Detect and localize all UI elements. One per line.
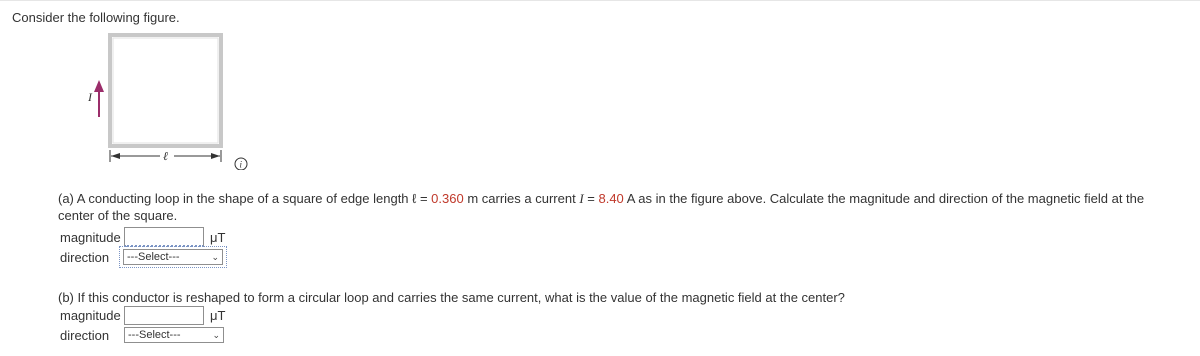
dim-arrow-right (211, 153, 220, 159)
part-a-direction-row (60, 248, 227, 266)
loop-outer (110, 35, 221, 146)
part-a-text-2: m carries a current (463, 191, 580, 206)
part-b-direction-wrap (124, 327, 224, 343)
direction-selected-value: ---Select--- (127, 251, 180, 263)
chevron-down-icon: ⌄ (212, 329, 220, 340)
part-b-magnitude-input[interactable] (124, 306, 204, 325)
part-b-direction-select[interactable] (124, 327, 224, 343)
current-label: I (88, 90, 92, 104)
direction-label: direction (60, 249, 110, 265)
part-a-magnitude-input[interactable] (124, 227, 204, 247)
part-a-text-1: (a) A conducting loop in the shape of a square of edge length ℓ = (58, 191, 432, 206)
part-a-magnitude-row (60, 228, 225, 246)
dim-arrow-left (111, 153, 120, 159)
chevron-down-icon: ⌄ (211, 251, 219, 262)
loop-inner (113, 38, 218, 143)
part-b-direction-row (60, 326, 224, 344)
part-b-question: (b) If this conductor is reshaped to form a circular loop and carries the same current, what is the value of the magnetic field at the center? (58, 290, 845, 305)
length-value: 0.360 (431, 191, 464, 206)
magnitude-label: magnitude (60, 229, 121, 245)
info-circle-icon[interactable] (235, 158, 247, 170)
part-a-text-3: = (583, 191, 599, 206)
svg-text:i: i (239, 159, 243, 170)
intro-text: Consider the following figure. (12, 10, 180, 25)
part-a-text-4: A as in the figure above. Calculate the magnitude and direction of the magnetic field at the (623, 191, 1145, 206)
current-symbol: I (579, 191, 584, 206)
figure-svg (80, 30, 270, 170)
top-divider (0, 0, 1200, 1)
magnitude-label: magnitude (60, 307, 121, 323)
direction-label: direction (60, 327, 110, 343)
square-loop-figure (80, 30, 270, 170)
unit-label: μT (210, 307, 226, 323)
current-arrow-head (94, 80, 104, 92)
part-a-question-line1 (58, 190, 1144, 208)
part-a-direction-select[interactable] (123, 249, 223, 265)
part-a-direction-wrap (119, 246, 227, 268)
part-b-magnitude-row (60, 306, 225, 324)
current-value: 8.40 (598, 191, 624, 206)
direction-selected-value: ---Select--- (128, 329, 181, 341)
length-label: ℓ (163, 149, 168, 163)
part-a-question-line2: center of the square. (58, 208, 178, 223)
unit-label: μT (210, 229, 226, 245)
